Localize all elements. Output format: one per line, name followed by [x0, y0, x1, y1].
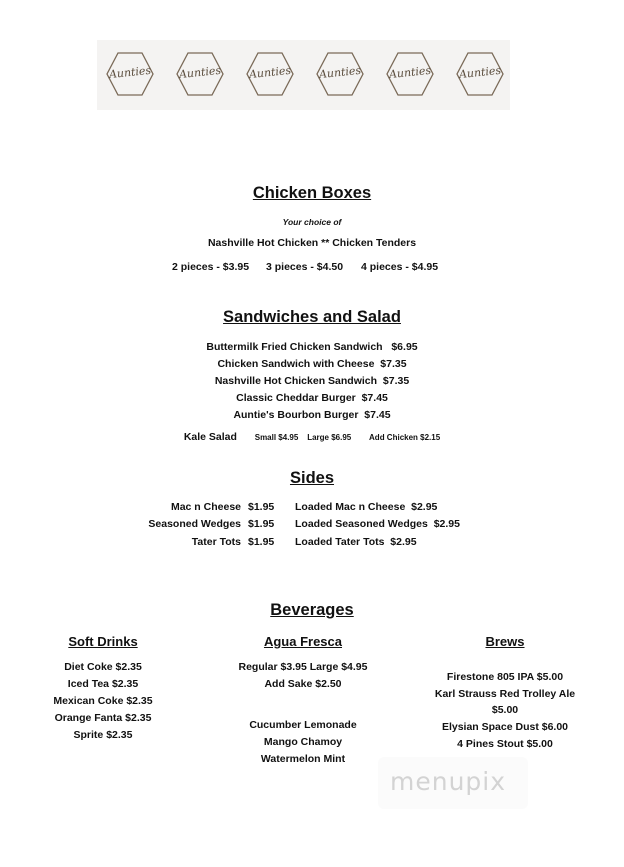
logo-text: Aunties: [388, 63, 432, 82]
sides-title: Sides: [289, 469, 335, 487]
item-price: $6.95: [391, 341, 418, 353]
chicken-boxes-title: Chicken Boxes: [252, 184, 372, 202]
item-name: Nashville Hot Chicken Sandwich: [214, 375, 378, 387]
logo-text: Aunties: [318, 63, 362, 82]
item-name: Chicken Sandwich with Cheese: [217, 358, 375, 370]
soft-drink-item: Diet Coke $2.35: [64, 661, 142, 673]
menu-item: [0, 409, 624, 421]
brew-item: Firestone 805 IPA $5.00: [446, 671, 564, 683]
sandwiches-title: Sandwiches and Salad: [223, 308, 401, 326]
soft-drink-item: Orange Fanta $2.35: [54, 712, 152, 724]
logo-text: Aunties: [178, 63, 222, 82]
item-price: $7.45: [361, 392, 388, 404]
item-price: $7.35: [380, 358, 407, 370]
side-price: $1.95: [248, 501, 275, 513]
add-sake: Add Sake $2.50: [264, 678, 342, 690]
side-name: Loaded Tater Tots: [295, 536, 385, 548]
logo-text: Aunties: [248, 63, 292, 82]
menu-item: [0, 341, 624, 353]
brew-item: Karl Strauss Red Trolley Ale: [434, 688, 576, 700]
aunties-logo: [386, 52, 434, 96]
menu-item: [0, 392, 624, 404]
kale-salad-row: [0, 427, 624, 445]
chicken-box-price: 3 pieces - $4.50: [266, 261, 344, 273]
menu-item: [0, 358, 624, 370]
menu-item: [0, 375, 624, 387]
side-price: $1.95: [248, 536, 275, 548]
agua-fresca-flavor: Mango Chamoy: [263, 736, 343, 748]
brews-title: Brews: [485, 634, 525, 649]
side-name: Loaded Mac n Cheese: [295, 501, 406, 513]
item-name: Auntie's Bourbon Burger: [233, 409, 359, 421]
aunties-logo: [106, 52, 154, 96]
side-item: [295, 536, 417, 548]
aunties-logo: [456, 52, 504, 96]
logo-text: Aunties: [108, 63, 152, 82]
side-price: $1.95: [248, 518, 275, 530]
brew-item: $5.00: [491, 704, 519, 716]
watermark-text: menupix: [390, 767, 507, 796]
agua-fresca-title: Agua Fresca: [263, 634, 343, 649]
aunties-logo: [246, 52, 294, 96]
chicken-box-price: 2 pieces - $3.95: [172, 261, 250, 273]
side-name: Seasoned Wedges: [148, 518, 241, 530]
item-name: Buttermilk Fried Chicken Sandwich: [206, 341, 383, 353]
beverages-title: Beverages: [270, 601, 354, 619]
side-name: Loaded Seasoned Wedges: [295, 518, 428, 530]
aunties-logo: [316, 52, 364, 96]
side-name: Mac n Cheese: [170, 501, 241, 513]
side-price: $2.95: [390, 536, 417, 548]
logo-text: Aunties: [458, 63, 502, 82]
chicken-boxes-subtitle: Your choice of: [282, 217, 342, 227]
soft-drink-item: Sprite $2.35: [73, 729, 133, 741]
kale-add-chicken: Add Chicken $2.15: [369, 433, 441, 442]
aunties-logo: [176, 52, 224, 96]
item-name: Classic Cheddar Burger: [236, 392, 356, 404]
kale-small-price: Small $4.95: [254, 433, 299, 442]
logo-banner: [97, 40, 510, 110]
agua-fresca-flavor: Watermelon Mint: [260, 753, 346, 765]
soft-drinks-title: Soft Drinks: [68, 634, 138, 649]
brew-item: 4 Pines Stout $5.00: [457, 738, 553, 750]
soft-drink-item: Iced Tea $2.35: [67, 678, 139, 690]
brew-item: Elysian Space Dust $6.00: [441, 721, 569, 733]
side-price: $2.95: [411, 501, 438, 513]
kale-large-price: Large $6.95: [307, 433, 352, 442]
chicken-box-price: 4 pieces - $4.95: [361, 261, 439, 273]
item-name: Kale Salad: [183, 431, 237, 443]
menupix-watermark: [378, 757, 528, 809]
chicken-boxes-options: Nashville Hot Chicken ** Chicken Tenders: [207, 237, 417, 249]
side-price: $2.95: [433, 518, 460, 530]
item-price: $7.35: [382, 375, 410, 387]
agua-fresca-flavor: Cucumber Lemonade: [249, 719, 357, 731]
agua-fresca-prices: Regular $3.95 Large $4.95: [238, 661, 368, 673]
soft-drink-item: Mexican Coke $2.35: [53, 695, 153, 707]
item-price: $7.45: [364, 409, 391, 421]
side-item: [295, 518, 460, 530]
side-name: Tater Tots: [191, 536, 241, 548]
side-item: [295, 501, 437, 513]
